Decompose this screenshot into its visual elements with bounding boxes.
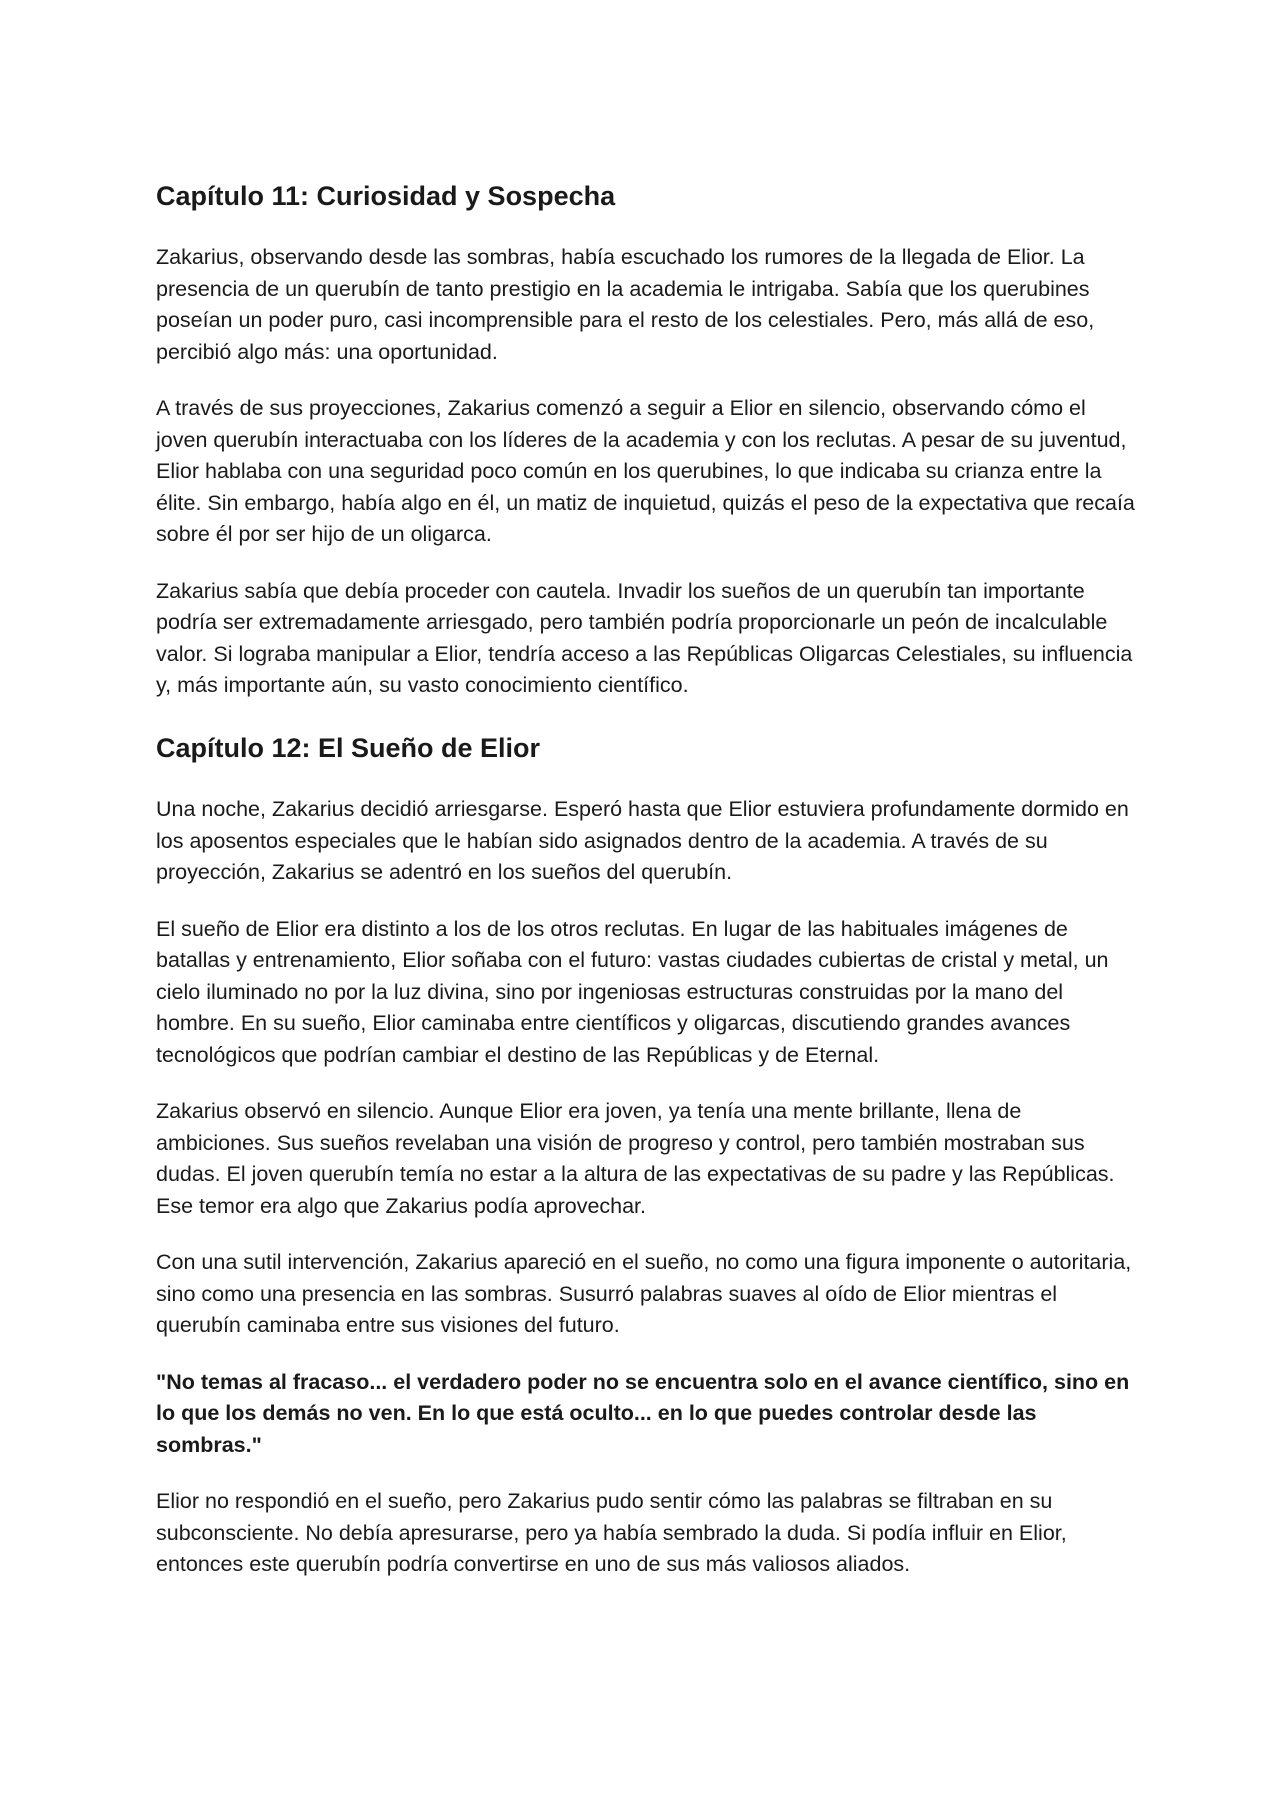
chapter-11-title: Capítulo 11: Curiosidad y Sospecha [156,181,616,211]
chapter-12-title: Capítulo 12: El Sueño de Elior [156,732,541,763]
chapter-12-closing-paragraph: Elior no respondió en el sueño, pero Zakarius pudo sentir cómo las palabras se filtraban en su subconsciente. No debía apresurarse, pero ya había sembrado la duda. Si podía influir en Elior, entonces este querubín podría convertirse en uno de sus más valiosos aliados. [156,1489,1067,1577]
chapter-12-paragraph-1: Una noche, Zakarius decidió arriesgarse. Esperó hasta que Elior estuviera profundamente dormido en los aposentos especiales que le habían sido asignados dentro de la academia. A través de su proyección, Zakarius se adentró en los sueños del querubín. [156,797,1129,885]
chapter-12-quote: "No temas al fracaso... el verdadero poder no se encuentra solo en el avance científico, sino en lo que los demás no ven. En lo que está oculto... en lo que puedes controlar desde las sombras." [156,1369,1130,1457]
chapter-11-paragraph-1: Zakarius, observando desde las sombras, había escuchado los rumores de la llegada de Elior. La presencia de un querubín de tanto prestigio en la academia le intrigaba. Sabía que los querubines poseían un poder puro, casi incomprensible para el resto de los celestiales. Pero, más allá de eso, percibió algo más: una oportunidad. [156,245,1095,364]
document-page [156,180,1136,1606]
chapter-12-paragraph-4: Con una sutil intervención, Zakarius apareció en el sueño, no como una figura imponente o autoritaria, sino como una presencia en las sombras. Susurró palabras suaves al oído de Elior mientras el querubín caminaba entre sus visiones del futuro. [156,1250,1132,1338]
chapter-12-paragraph-3: Zakarius observó en silencio. Aunque Elior era joven, ya tenía una mente brillante, llena de ambiciones. Sus sueños revelaban una visión de progreso y control, pero también mostraban sus dudas. El joven querubín temía no estar a la altura de las expectativas de su padre y las Repúblicas. Ese temor era algo que Zakarius podía aprovechar. [156,1099,1115,1218]
chapter-12-paragraph-2: El sueño de Elior era distinto a los de los otros reclutas. En lugar de las habituales imágenes de batallas y entrenamiento, Elior soñaba con el futuro: vastas ciudades cubiertas de cristal y metal, un cielo iluminado no por la luz divina, sino por ingeniosas estructuras construidas por la mano del hombre. En su sueño, Elior caminaba entre científicos y oligarcas, discutiendo grandes avances tecnológicos que podrían cambiar el destino de las Repúblicas y de Eternal. [156,916,1109,1067]
chapter-11-paragraph-3: Zakarius sabía que debía proceder con cautela. Invadir los sueños de un querubín tan importante podría ser extremadamente arriesgado, pero también podría proporcionarle un peón de incalculable valor. Si lograba manipular a Elior, tendría acceso a las Repúblicas Oligarcas Celestiales, su influencia y, más importante aún, su vasto conocimiento científico. [156,578,1133,698]
chapter-11-paragraph-2: A través de sus proyecciones, Zakarius comenzó a seguir a Elior en silencio, observando cómo el joven querubín interactuaba con los líderes de la academia y con los reclutas. A pesar de su juventud, Elior hablaba con una seguridad poco común en los querubines, lo que indicaba su crianza entre la élite. Sin embargo, había algo en él, un matiz de inquietud, quizás el peso de la expectativa que recaía sobre él por ser hijo de un oligarca. [156,396,1135,547]
